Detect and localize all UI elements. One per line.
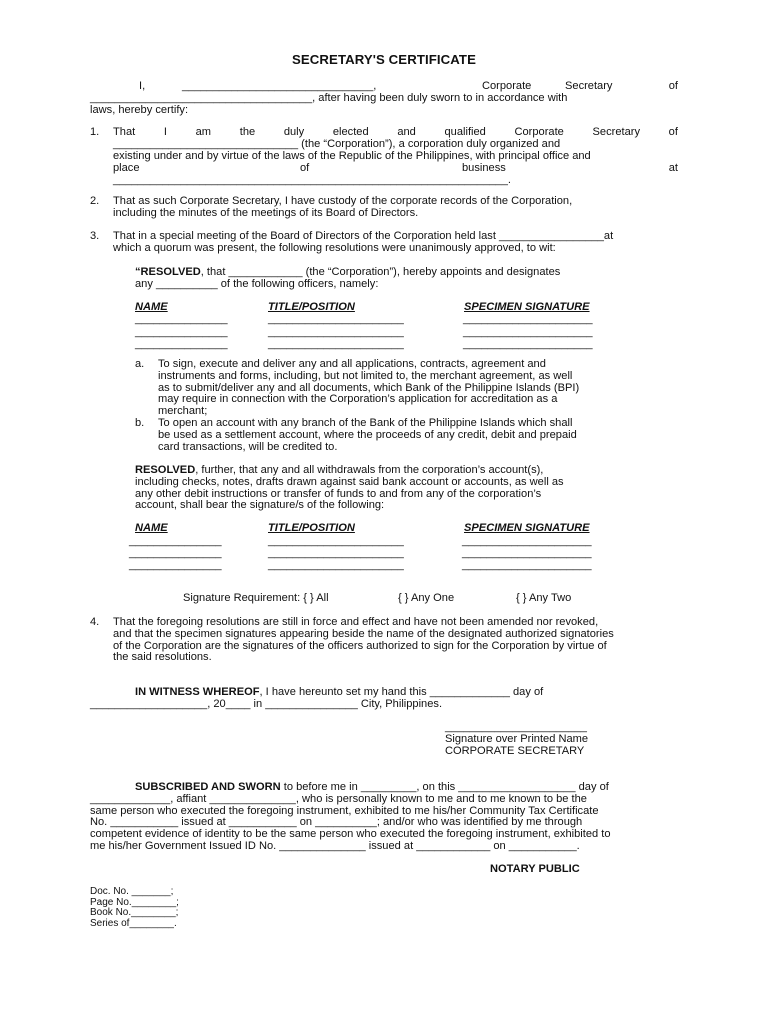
item-2-line-1: That as such Corporate Secretary, I have custody of the corporate records of the Corporation,: [113, 195, 573, 207]
witness-keyword: IN WITNESS WHEREOF: [135, 686, 260, 698]
item-1-word: am: [195, 126, 212, 138]
item-1-word: Corporate: [514, 126, 564, 138]
jurat-line-2: _____________, affiant ______________, who is personally known to me and to me known to be the: [90, 792, 587, 805]
table-1-header-title: TITLE/POSITION: [268, 301, 355, 313]
item-4-line-1: That the foregoing resolutions are still in force and effect and have not been amended nor revoked,: [113, 616, 599, 628]
table-2-row-1-signature: _____________________: [462, 535, 592, 547]
intro-line-3: laws, hereby certify:: [90, 103, 189, 116]
table-2-header-signature: SPECIMEN SIGNATURE: [464, 522, 590, 534]
jurat-line-4: No. ___________ issued at ___________ on __________; and/or who was identified by me through: [90, 816, 583, 829]
sub-a-line-3: as to submit/deliver any and all documents, which Bank of the Philippine Islands (BPI): [158, 381, 580, 394]
item-1-business: business: [462, 161, 506, 174]
item-3-line-1: That in a special meeting of the Board of Directors of the Corporation held last _________________at: [113, 230, 614, 242]
sig-req-any-two[interactable]: { } Any Two: [516, 592, 572, 604]
jurat-line-1-text: to before me in _________, on this ___________________ day of: [280, 781, 609, 793]
table-1-row-3-name: _______________: [135, 338, 228, 350]
witness-line-1-text: , I have hereunto set my hand this _____________ day of: [259, 686, 544, 698]
resolved-1-line-2: any __________ of the following officers, namely:: [135, 277, 379, 290]
item-1-line-3: existing under and by virtue of the laws of the Republic of the Philippines, with principal office and: [113, 149, 591, 162]
sub-a-line-2: instruments and forms, including, but not limited to, the merchant agreement, as well: [158, 369, 573, 382]
intro-of: of: [668, 80, 678, 92]
item-1-place: place: [113, 161, 140, 174]
table-1-row-2-signature: _____________________: [463, 326, 593, 338]
item-3-number: 3.: [90, 230, 100, 242]
doc-register-block: [90, 887, 290, 929]
item-1-word: Secretary: [592, 126, 640, 138]
table-2-row-2-signature: _____________________: [462, 547, 592, 559]
jurat-keyword: SUBSCRIBED AND SWORN: [135, 781, 281, 793]
table-1-row-1-name: _______________: [135, 313, 228, 325]
doc-no: Doc. No. _______;: [90, 886, 174, 897]
item-3-paragraph: [113, 231, 678, 255]
signature-label: Signature over Printed Name: [445, 732, 589, 745]
table-2-row-3-signature: _____________________: [462, 559, 592, 571]
resolved-1-line-1-text: , that ____________ (the “Corporation”), hereby appoints and designates: [200, 266, 561, 278]
resolved-1-keyword: “RESOLVED: [135, 266, 201, 278]
item-1-line-4: [113, 163, 678, 175]
book-no: Book No.________;: [90, 907, 179, 919]
item-4-line-2: and that the specimen signatures appearing beside the name of the designated authorized signatories: [113, 627, 614, 640]
item-2-paragraph: [113, 196, 678, 220]
item-3-line-2: which a quorum was present, the following resolutions were unanimously approved, to wit:: [113, 241, 556, 254]
table-2-row-1-title: ______________________: [268, 535, 404, 547]
item-1-word: the: [239, 126, 256, 138]
item-4-line-4: the said resolutions.: [113, 651, 212, 664]
table-1-row-1-signature: _____________________: [463, 313, 593, 325]
resolved-2-line-1-text: , further, that any and all withdrawals from the corporation’s account(s),: [195, 464, 544, 476]
intro-i: I,: [139, 80, 146, 92]
sub-a-paragraph: [158, 359, 632, 418]
signature-block: [445, 722, 645, 757]
witness-paragraph: [90, 687, 678, 711]
table-2-row-3-title: ______________________: [268, 559, 404, 571]
table-1-row-3-title: ______________________: [268, 338, 404, 350]
table-1-row-2-title: ______________________: [268, 326, 404, 338]
table-1-header-signature: SPECIMEN SIGNATURE: [464, 301, 590, 313]
table-1-row-1-title: ______________________: [268, 313, 404, 325]
item-1-word: I: [163, 126, 167, 138]
item-1-word: duly: [283, 126, 305, 138]
item-1-word: qualified: [444, 126, 486, 138]
table-2-header-title: TITLE/POSITION: [268, 522, 355, 534]
item-1-line-2: ______________________________ (the “Corporation”), a corporation duly organized and: [113, 138, 561, 150]
resolved-2-line-2: including checks, notes, drafts drawn against said bank account or accounts, as well as: [135, 475, 564, 488]
intro-blank: _______________________________,: [182, 80, 377, 92]
intro-corporate: Corporate: [482, 80, 532, 92]
item-1-word: and: [397, 126, 416, 138]
item-4-paragraph: [113, 617, 678, 664]
resolved-1-paragraph: [135, 267, 633, 291]
item-1-word: elected: [332, 126, 369, 138]
jurat-paragraph: [90, 782, 678, 853]
sig-req-all[interactable]: Signature Requirement: { } All: [183, 592, 329, 604]
sub-b-paragraph: [158, 418, 632, 453]
sub-b-line-1: To open an account with any branch of the Bank of the Philippine Islands which shall: [158, 417, 573, 429]
sig-req-any-one[interactable]: { } Any One: [398, 592, 455, 604]
item-1-line-5: ________________________________________________________________.: [113, 173, 511, 186]
jurat-line-5: competent evidence of identity to be the same person who executed the foregoing instrument, exhibited to: [90, 828, 611, 841]
page-no: Page No.________;: [90, 896, 179, 908]
signature-line: _______________________: [445, 721, 587, 733]
notary-public-label: NOTARY PUBLIC: [490, 863, 580, 875]
table-1-row-3-signature: _____________________: [463, 338, 593, 350]
intro-line-1: [90, 81, 678, 93]
table-2-row-1-name: _______________: [129, 535, 222, 547]
resolved-2-line-3: any other debit instructions or transfer of funds to and from any of the corporation’s: [135, 487, 542, 500]
jurat-line-3: same person who executed the foregoing instrument, exhibited to me his/her Community Tax Certificate: [90, 804, 599, 817]
item-4-number: 4.: [90, 616, 100, 628]
item-4-line-3: of the Corporation are the signatures of the officers authorized to sign for the Corporation by virtue of: [113, 639, 607, 652]
sub-b-line-3: card transactions, will be credited to.: [158, 440, 338, 453]
series-of: Series of________.: [90, 917, 177, 929]
resolved-2-line-4: account, shall bear the signature/s of the following:: [135, 499, 385, 512]
item-2-line-2: including the minutes of the meetings of its Board of Directors.: [113, 206, 419, 219]
table-2-row-2-title: ______________________: [268, 547, 404, 559]
sub-a-line-1: To sign, execute and deliver any and all applications, contracts, agreement and: [158, 358, 546, 370]
signature-title: CORPORATE SECRETARY: [445, 744, 585, 757]
sub-a-line-5: merchant;: [158, 405, 208, 418]
sub-b-line-2: be used as a settlement account, where the proceeds of any credit, debit and prepaid: [158, 428, 577, 441]
item-1-number: 1.: [90, 126, 100, 138]
witness-line-2: ___________________, 20____ in _______________ City, Philippines.: [90, 697, 443, 710]
table-2-row-2-name: _______________: [129, 547, 222, 559]
item-2-number: 2.: [90, 195, 100, 207]
table-1-row-2-name: _______________: [135, 326, 228, 338]
item-1-paragraph: [113, 127, 678, 186]
sub-a-label: a.: [135, 358, 145, 370]
item-1-of: of: [300, 161, 310, 174]
table-2-header-name: NAME: [135, 522, 168, 534]
item-1-at: at: [668, 161, 678, 174]
intro-paragraph: [90, 81, 678, 117]
table-2-row-3-name: _______________: [129, 559, 222, 571]
item-1-word: That: [113, 126, 136, 138]
resolved-2-keyword: RESOLVED: [135, 464, 196, 476]
table-1-header-name: NAME: [135, 301, 168, 313]
intro-line-2: ____________________________________, after having been duly sworn to in accordance with: [90, 92, 568, 104]
jurat-line-6: me his/her Government Issued ID No. ______________ issued at ____________ on ___________.: [90, 839, 580, 852]
sub-b-label: b.: [135, 417, 145, 429]
item-1-word: of: [668, 126, 678, 138]
document-title: SECRETARY'S CERTIFICATE: [292, 52, 476, 67]
resolved-2-paragraph: [135, 465, 633, 512]
sub-a-line-4: may require in connection with the Corporation’s application for accreditation as a: [158, 393, 558, 406]
intro-secretary: Secretary: [565, 80, 613, 92]
